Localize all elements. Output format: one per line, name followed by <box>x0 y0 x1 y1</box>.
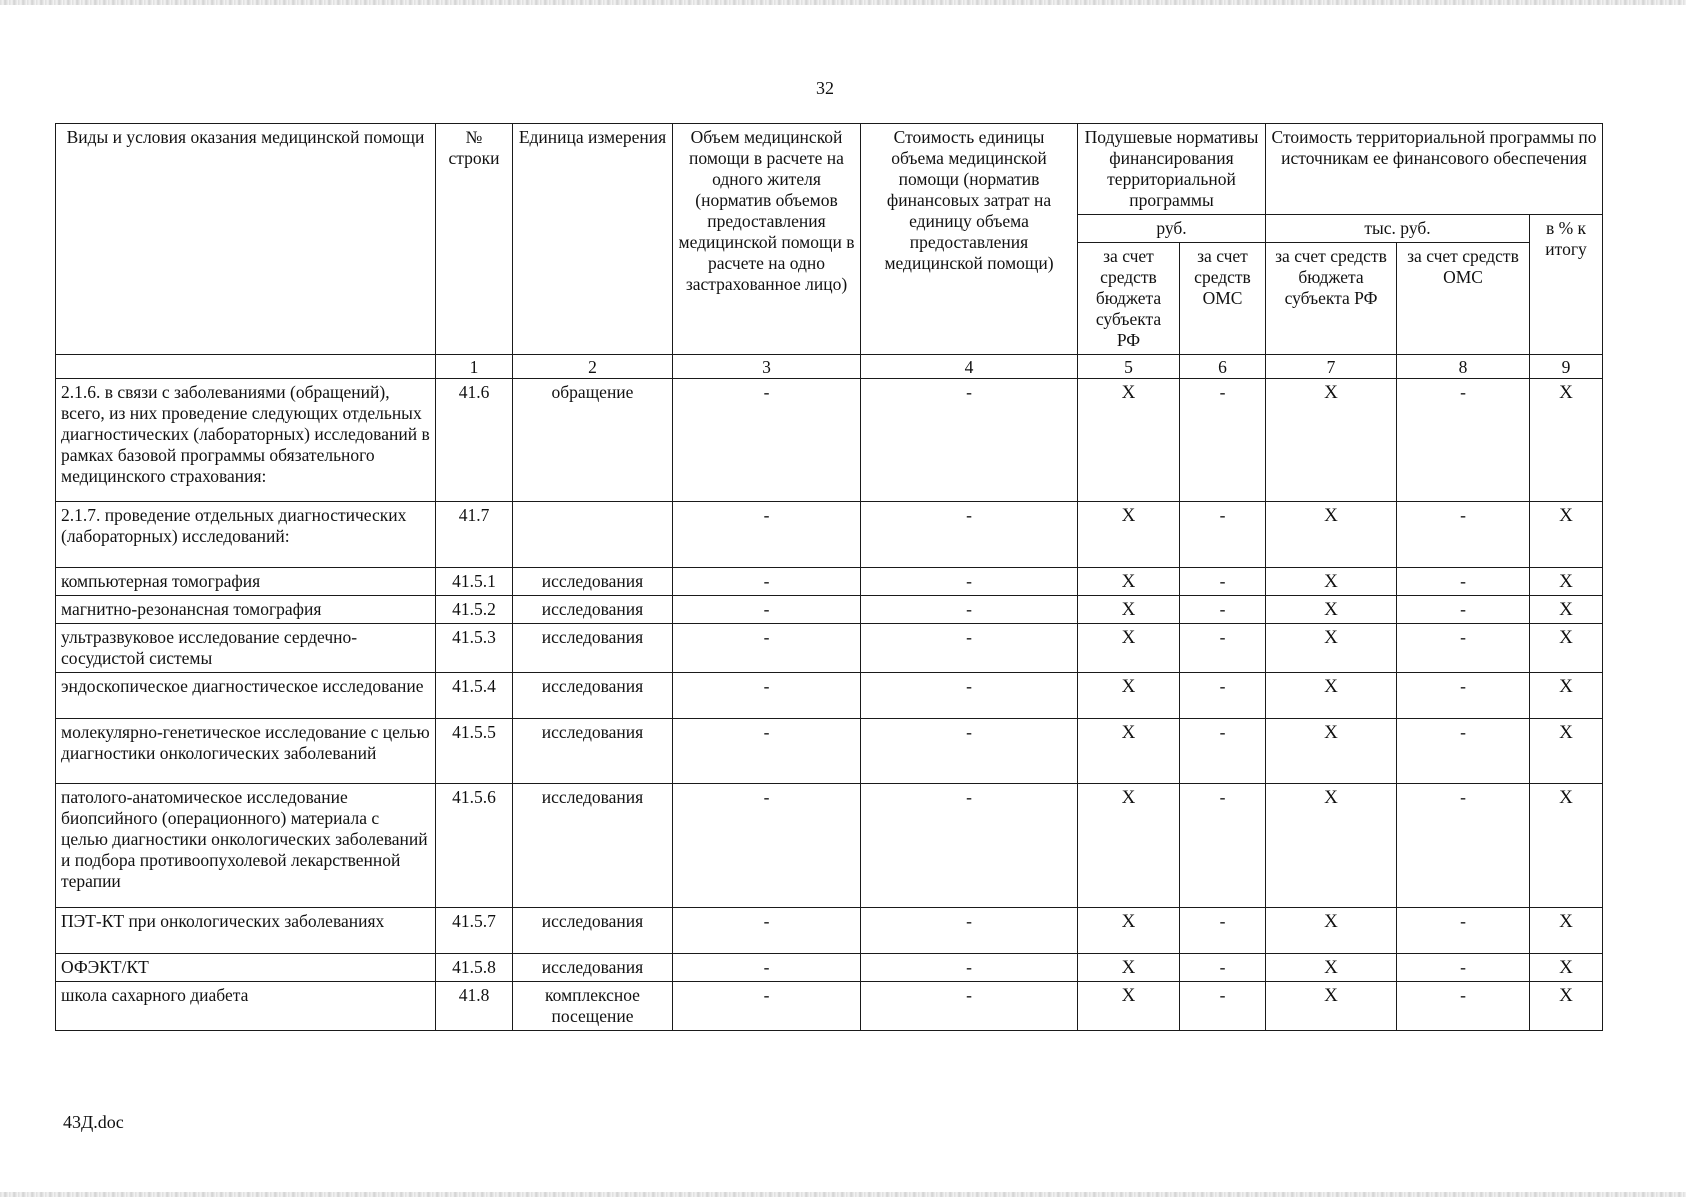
unit-cost-cell: - <box>861 784 1078 908</box>
volume-cell: - <box>673 596 861 624</box>
per-capita-oms-cell: - <box>1180 954 1266 982</box>
per-capita-budget-cell: Х <box>1078 502 1180 568</box>
table-row <box>56 596 1603 624</box>
column-number: 1 <box>436 355 513 379</box>
per-capita-budget-cell: Х <box>1078 568 1180 596</box>
service-name-cell: школа сахарного диабета <box>56 982 436 1031</box>
per-capita-budget-cell: Х <box>1078 719 1180 784</box>
volume-cell: - <box>673 568 861 596</box>
service-name-cell: ОФЭКТ/КТ <box>56 954 436 982</box>
cost-oms-cell: - <box>1397 719 1530 784</box>
table-row <box>56 982 1603 1031</box>
per-capita-budget-cell: Х <box>1078 908 1180 954</box>
unit-cost-cell: - <box>861 502 1078 568</box>
percent-total-cell: Х <box>1530 982 1603 1031</box>
row-number-cell: 41.5.1 <box>436 568 513 596</box>
cost-oms-cell: - <box>1397 982 1530 1031</box>
unit-cost-cell: - <box>861 908 1078 954</box>
unit-cell: обращение <box>513 379 673 502</box>
volume-cell: - <box>673 502 861 568</box>
percent-total-cell: Х <box>1530 908 1603 954</box>
table-row <box>56 908 1603 954</box>
unit-cost-cell: - <box>861 568 1078 596</box>
per-capita-budget-cell: Х <box>1078 379 1180 502</box>
unit-cell: исследования <box>513 624 673 673</box>
unit-cell: исследования <box>513 673 673 719</box>
cost-budget-cell: Х <box>1266 596 1397 624</box>
service-name-cell: молекулярно-генетическое исследование с целью диагностики онкологических заболеваний <box>56 719 436 784</box>
column-number: 4 <box>861 355 1078 379</box>
header-unit: Единица измерения <box>513 124 673 355</box>
header-group-program-cost: Стоимость территориальной программы по источникам ее финансового обеспечения <box>1266 124 1603 215</box>
service-name-cell: ультразвуковое исследование сердечно-сосудистой системы <box>56 624 436 673</box>
table-row <box>56 954 1603 982</box>
service-name-cell: эндоскопическое диагностическое исследование <box>56 673 436 719</box>
per-capita-oms-cell: - <box>1180 624 1266 673</box>
percent-total-cell: Х <box>1530 502 1603 568</box>
cost-oms-cell: - <box>1397 673 1530 719</box>
unit-cost-cell: - <box>861 954 1078 982</box>
per-capita-oms-cell: - <box>1180 908 1266 954</box>
header-unit-cost: Стоимость единицы объема медицинской помощи (норматив финансовых затрат на единицу объема предоставления медицинской помощи) <box>861 124 1078 355</box>
row-number-cell: 41.5.3 <box>436 624 513 673</box>
header-row-1 <box>56 124 1603 215</box>
cost-budget-cell: Х <box>1266 784 1397 908</box>
column-number: 7 <box>1266 355 1397 379</box>
per-capita-oms-cell: - <box>1180 982 1266 1031</box>
service-name-cell: компьютерная томография <box>56 568 436 596</box>
table-row <box>56 624 1603 673</box>
service-name-cell: 2.1.7. проведение отдельных диагностических (лабораторных) исследований: <box>56 502 436 568</box>
row-number-cell: 41.5.5 <box>436 719 513 784</box>
header-row-no: № строки <box>436 124 513 355</box>
service-name-cell: магнитно-резонансная томография <box>56 596 436 624</box>
unit-cost-cell: - <box>861 379 1078 502</box>
cost-oms-cell: - <box>1397 568 1530 596</box>
per-capita-budget-cell: Х <box>1078 784 1180 908</box>
unit-cost-cell: - <box>861 719 1078 784</box>
volume-cell: - <box>673 954 861 982</box>
column-number: 5 <box>1078 355 1180 379</box>
header-oms-thous: за счет средств ОМС <box>1397 243 1530 355</box>
cost-budget-cell: Х <box>1266 624 1397 673</box>
service-name-cell: ПЭТ-КТ при онкологических заболеваниях <box>56 908 436 954</box>
header-oms: за счет средств ОМС <box>1180 243 1266 355</box>
per-capita-budget-cell: Х <box>1078 624 1180 673</box>
header-percent-total: в % к итогу <box>1530 215 1603 355</box>
table-row <box>56 568 1603 596</box>
service-name-cell: патолого-анатомическое исследование биопсийного (операционного) материала с целью диагностики онкологических заболеваний и подбора противоопухолевой лекарственной терапии <box>56 784 436 908</box>
row-number-cell: 41.8 <box>436 982 513 1031</box>
cost-budget-cell: Х <box>1266 502 1397 568</box>
percent-total-cell: Х <box>1530 673 1603 719</box>
unit-cell <box>513 502 673 568</box>
percent-total-cell: Х <box>1530 568 1603 596</box>
header-budget-rf-thous: за счет средств бюджета субъекта РФ <box>1266 243 1397 355</box>
scan-edge-bottom <box>0 1192 1686 1197</box>
cost-budget-cell: Х <box>1266 908 1397 954</box>
header-budget-rf: за счет средств бюджета субъекта РФ <box>1078 243 1180 355</box>
header-rub: руб. <box>1078 215 1266 243</box>
per-capita-oms-cell: - <box>1180 784 1266 908</box>
header-thous-rub: тыс. руб. <box>1266 215 1530 243</box>
column-number: 8 <box>1397 355 1530 379</box>
unit-cell: исследования <box>513 908 673 954</box>
table-row <box>56 379 1603 502</box>
unit-cell: комплексное посещение <box>513 982 673 1031</box>
cost-oms-cell: - <box>1397 502 1530 568</box>
row-number-cell: 41.5.6 <box>436 784 513 908</box>
column-number: 3 <box>673 355 861 379</box>
per-capita-oms-cell: - <box>1180 673 1266 719</box>
volume-cell: - <box>673 784 861 908</box>
service-name-cell: 2.1.6. в связи с заболеваниями (обращений), всего, из них проведение следующих отдельных диагностических (лабораторных) исследований в рамках базовой программы обязательного медицинского страхования: <box>56 379 436 502</box>
program-cost-table <box>55 123 1603 1031</box>
cost-oms-cell: - <box>1397 954 1530 982</box>
cost-oms-cell: - <box>1397 624 1530 673</box>
column-number: 9 <box>1530 355 1603 379</box>
cost-budget-cell: Х <box>1266 954 1397 982</box>
row-number-cell: 41.5.4 <box>436 673 513 719</box>
table-row <box>56 719 1603 784</box>
document-filename: 43Д.doc <box>63 1112 124 1132</box>
volume-cell: - <box>673 719 861 784</box>
per-capita-oms-cell: - <box>1180 568 1266 596</box>
row-number-cell: 41.5.2 <box>436 596 513 624</box>
column-number: 2 <box>513 355 673 379</box>
per-capita-oms-cell: - <box>1180 596 1266 624</box>
per-capita-budget-cell: Х <box>1078 982 1180 1031</box>
row-number-cell: 41.6 <box>436 379 513 502</box>
column-number <box>56 355 436 379</box>
header-volume: Объем медицинской помощи в расчете на одного жителя (норматив объемов предоставления медицинской помощи в расчете на одно застрахованное лицо) <box>673 124 861 355</box>
unit-cell: исследования <box>513 568 673 596</box>
scan-edge-top <box>0 0 1686 5</box>
volume-cell: - <box>673 982 861 1031</box>
cost-budget-cell: Х <box>1266 379 1397 502</box>
per-capita-budget-cell: Х <box>1078 954 1180 982</box>
per-capita-oms-cell: - <box>1180 379 1266 502</box>
cost-oms-cell: - <box>1397 596 1530 624</box>
cost-oms-cell: - <box>1397 379 1530 502</box>
percent-total-cell: Х <box>1530 624 1603 673</box>
table-row <box>56 784 1603 908</box>
cost-oms-cell: - <box>1397 908 1530 954</box>
cost-oms-cell: - <box>1397 784 1530 908</box>
per-capita-oms-cell: - <box>1180 719 1266 784</box>
percent-total-cell: Х <box>1530 379 1603 502</box>
volume-cell: - <box>673 624 861 673</box>
header-kind: Виды и условия оказания медицинской помощи <box>56 124 436 355</box>
row-number-cell: 41.7 <box>436 502 513 568</box>
volume-cell: - <box>673 379 861 502</box>
unit-cost-cell: - <box>861 596 1078 624</box>
cost-budget-cell: Х <box>1266 673 1397 719</box>
unit-cell: исследования <box>513 954 673 982</box>
column-number-row <box>56 355 1603 379</box>
unit-cell: исследования <box>513 719 673 784</box>
percent-total-cell: Х <box>1530 719 1603 784</box>
column-number: 6 <box>1180 355 1266 379</box>
table-row <box>56 673 1603 719</box>
header-group-per-capita: Подушевые нормативы финансирования территориальной программы <box>1078 124 1266 215</box>
unit-cost-cell: - <box>861 624 1078 673</box>
per-capita-oms-cell: - <box>1180 502 1266 568</box>
unit-cell: исследования <box>513 596 673 624</box>
percent-total-cell: Х <box>1530 954 1603 982</box>
cost-budget-cell: Х <box>1266 568 1397 596</box>
unit-cell: исследования <box>513 784 673 908</box>
unit-cost-cell: - <box>861 982 1078 1031</box>
percent-total-cell: Х <box>1530 596 1603 624</box>
unit-cost-cell: - <box>861 673 1078 719</box>
row-number-cell: 41.5.8 <box>436 954 513 982</box>
volume-cell: - <box>673 908 861 954</box>
percent-total-cell: Х <box>1530 784 1603 908</box>
volume-cell: - <box>673 673 861 719</box>
per-capita-budget-cell: Х <box>1078 596 1180 624</box>
table-row <box>56 502 1603 568</box>
cost-budget-cell: Х <box>1266 719 1397 784</box>
row-number-cell: 41.5.7 <box>436 908 513 954</box>
cost-budget-cell: Х <box>1266 982 1397 1031</box>
page-number: 32 <box>816 78 834 98</box>
per-capita-budget-cell: Х <box>1078 673 1180 719</box>
